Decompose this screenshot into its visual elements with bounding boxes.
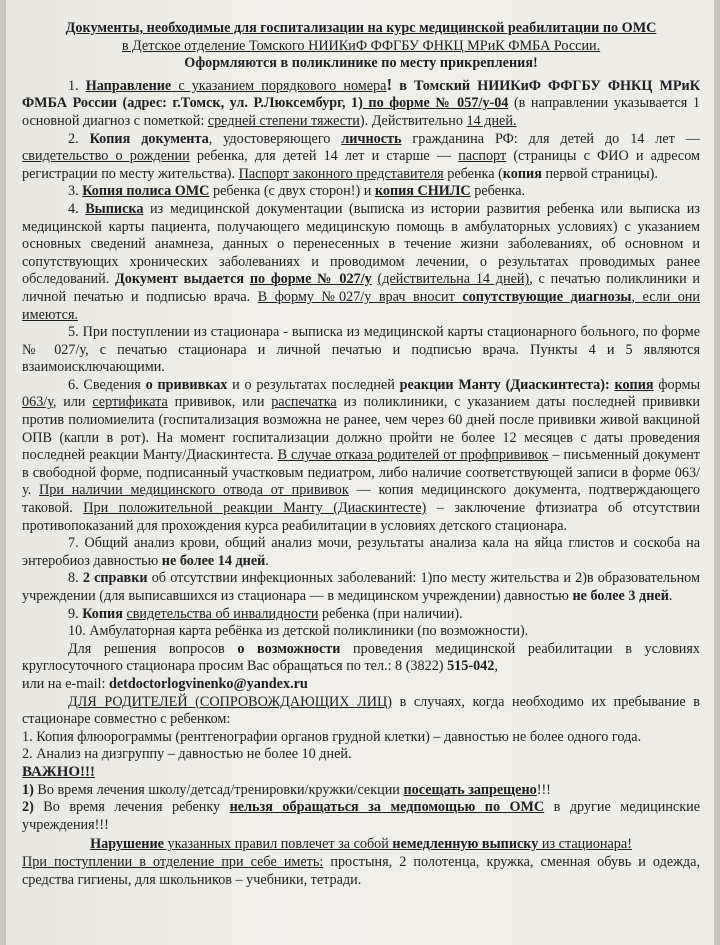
email-line: или на e-mail: detdoctorlogvinenko@yandex.ru [22, 675, 308, 692]
parents-item-1: 1. Копия флюорограммы (рентгенографии органов грудной клетки) – давностью не более одного года. [22, 728, 642, 745]
important-rule-2: 2) Во время лечения ребенку нельзя обращаться за медпомощью по ОМС в другие медицинские учреждения!!! [22, 799, 700, 833]
important-rule-1: 1) Во время лечения школу/детсад/тренировки/кружки/секции посещать запрещено!!! [22, 781, 551, 798]
item-1: 1. Направление с указанием порядкового номера! в Томский НИИКиФ ФФГБУ ФНКЦ МРиК ФМБА России (адрес: г.Томск, ул. Р.Люксембург, 1) по форме № 057/у-04 (в направлении указывается 1 основной диагноз с пометкой: средней степени тяжести). Действительно 14 дней. [22, 74, 700, 129]
document-page [6, 0, 714, 945]
admission-note: При поступлении в отделение при себе иметь: простыня, 2 полотенца, кружка, сменная обувь и одежда, средства гигиены, для школьников – учебники, тетради. [22, 853, 700, 888]
doc-subtitle: в Детское отделение Томского НИИКиФ ФФГБУ ФНКЦ МРиК ФМБА России. [121, 37, 601, 54]
item-5: 5. При поступлении из стационара - выписка из медицинской карты стационарного больного, по форме № 027/у, с печатью стационара и личной печатью и подписью врача. Пункты 4 и 5 являются взаимоисключающими. [22, 324, 700, 376]
parents-section: ДЛЯ РОДИТЕЛЕЙ (СОПРОВОЖДАЮЩИХ ЛИЦ) в случаях, когда необходимо их пребывание в стационаре совместно с ребенком: [22, 693, 700, 728]
parents-item-2: 2. Анализ на дизгруппу – давностью не более 10 дней. [22, 746, 352, 763]
item-9: 9. Копия свидетельства об инвалидности ребенка (при наличии). [68, 605, 463, 622]
contact-info: Для решения вопросов о возможности проведения медицинской реабилитации в условиях круглосуточного стационара просим Вас обращаться по тел.: 8 (3822) 515-042, [22, 640, 701, 675]
item-10: 10. Амбулаторная карта ребёнка из детской поликлиники (по возможности). [68, 623, 529, 640]
item-4: 4. Выписка из медицинской документации (выписка из истории развития ребенка или выписка из медицинской карты пациента, получающего медицинскую помощь в амбулаторных условиях) с указанием основных сведений анамнеза, данных о перенесенных в течение жизни заболеваниях, об основном и сопутствующих хронических заболеваниях и проводимом лечении, о результатах проводимых ранее обследований. Документ выдается по форме № 027/у (действительна 14 дней), с печатью поликлиники и личной печатью и подписью врача. В форму №027/у врач вносит сопутствующие диагнозы, если они имеются. [22, 200, 701, 323]
doc-note: Оформляются в поликлинике по месту прикрепления! [184, 55, 538, 72]
item-6: 6. Сведения о прививках и о результатах последней реакции Манту (Диаскинтеста): копия формы 063/у, или сертификата прививок, или распечатка из поликлиники, с указанием даты последней прививки против полиомиелита (госпитализация возможна не ранее, чем через 60 дней после прививки живой вакциной ОПВ (капли в рот). На момент госпитализации должно пройти не более 12 месяцев с даты проведения последней реакции Манту/Диаскинтеста. В случае отказа родителей от профпрививок – письменный документ в свободной форме, подписанный участковым педиатром, либо наличие соответствующей записи в форме 063/у. При наличии медицинского отвода от прививок — копия медицинского документа, подтверждающего таковой. При положительной реакции Манту (Диаскинтесте) – заключение фтизиатра об отсутствии противопоказаний для прохождения курса реабилитации в условиях детского стационара. [22, 376, 701, 534]
item-7: 7. Общий анализ крови, общий анализ мочи, результаты анализа кала на яйца глистов и соскоба на энтеробиоз давностью не более 14 дней. [22, 535, 700, 569]
item-8: 8. 2 справки об отсутствии инфекционных заболеваний: 1)по месту жительства и 2)в образовательном учреждении (для выписавшихся из стационара — в медицинском учреждении) давностью не более 3 дней. [22, 570, 700, 604]
doc-title: Документы, необходимые для госпитализации на курс медицинской реабилитации по ОМС [65, 20, 657, 36]
item-2: 2. Копия документа, удостоверяющего личность гражданина РФ: для детей до 14 лет — свидетельство о рождении ребенка, для детей 14 лет и старше — паспорт (страницы с ФИО и адресом регистрации по месту жительства). Паспорт законного представителя ребенка (копия первой страницы). [22, 130, 700, 182]
important-title: ВАЖНО!!! [22, 763, 96, 780]
phone-number: 515-042 [447, 658, 495, 675]
violation-note: Нарушение указанных правил повлечет за собой немедленную выписку из стационара! [90, 836, 632, 853]
item-3: 3. Копия полиса ОМС ребенка (с двух сторон!) и копия СНИЛС ребенка. [68, 183, 526, 200]
email-address: detdoctorlogvinenko@yandex.ru [108, 675, 308, 692]
